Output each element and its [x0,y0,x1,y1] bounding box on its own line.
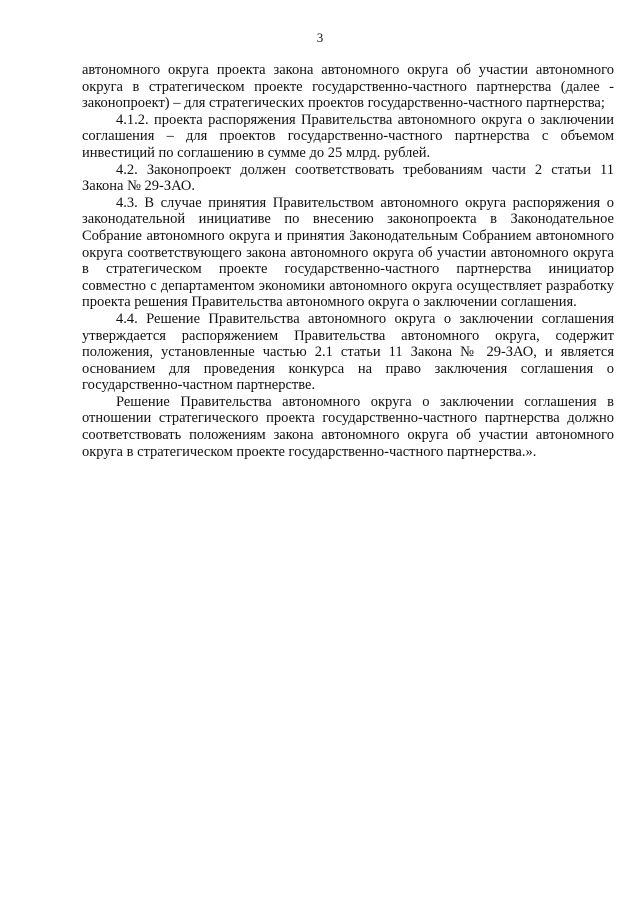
paragraph-continuation: автономного округа проекта закона автономного округа об участии автономного округа в стратегическом проекте государственно-частного партнерства (далее - законопроект) – для стратегических проектов государственно-частного партнерства; [82,62,614,112]
paragraph-4-3: 4.3. В случае принятия Правительством автономного округа распоряжения о законодательной инициативе по внесению законопроекта в Законодательное Собрание автономного округа и принятия Законодательным Собранием автономного округа соответствующего закона автономного округа об участии автономного округа в стратегическом проекте государственно-частного партнерства инициатор совместно с департаментом экономики автономного округа осуществляет разработку проекта решения Правительства автономного округа о заключении соглашения. [82,194,614,311]
page-number: 3 [316,30,324,45]
paragraph-4-2: 4.2. Законопроект должен соответствовать требованиям части 2 статьи 11 Закона № 29-ЗАО. [82,161,614,195]
document-body [82,62,614,460]
paragraph-decision-strategic: Решение Правительства автономного округа о заключении соглашения в отношении стратегического проекта государственно-частного партнерства должно соответствовать положениям закона автономного округа об участии автономного округа в стратегическом проекте государственно-частного партнерства.». [82,393,614,460]
paragraph-4-1-2: 4.1.2. проекта распоряжения Правительства автономного округа о заключении соглашения – для проектов государственно-частного партнерства с объемом инвестиций по соглашению в сумме до 25 млрд. рублей. [82,111,614,161]
paragraph-4-4: 4.4. Решение Правительства автономного округа о заключении соглашения утверждается распоряжением Правительства автономного округа, содержит положения, установленные частью 2.1 статьи 11 Закона № 29-ЗАО, и является основанием для проведения конкурса на право заключения соглашения о государственно-частном партнерстве. [82,310,614,394]
